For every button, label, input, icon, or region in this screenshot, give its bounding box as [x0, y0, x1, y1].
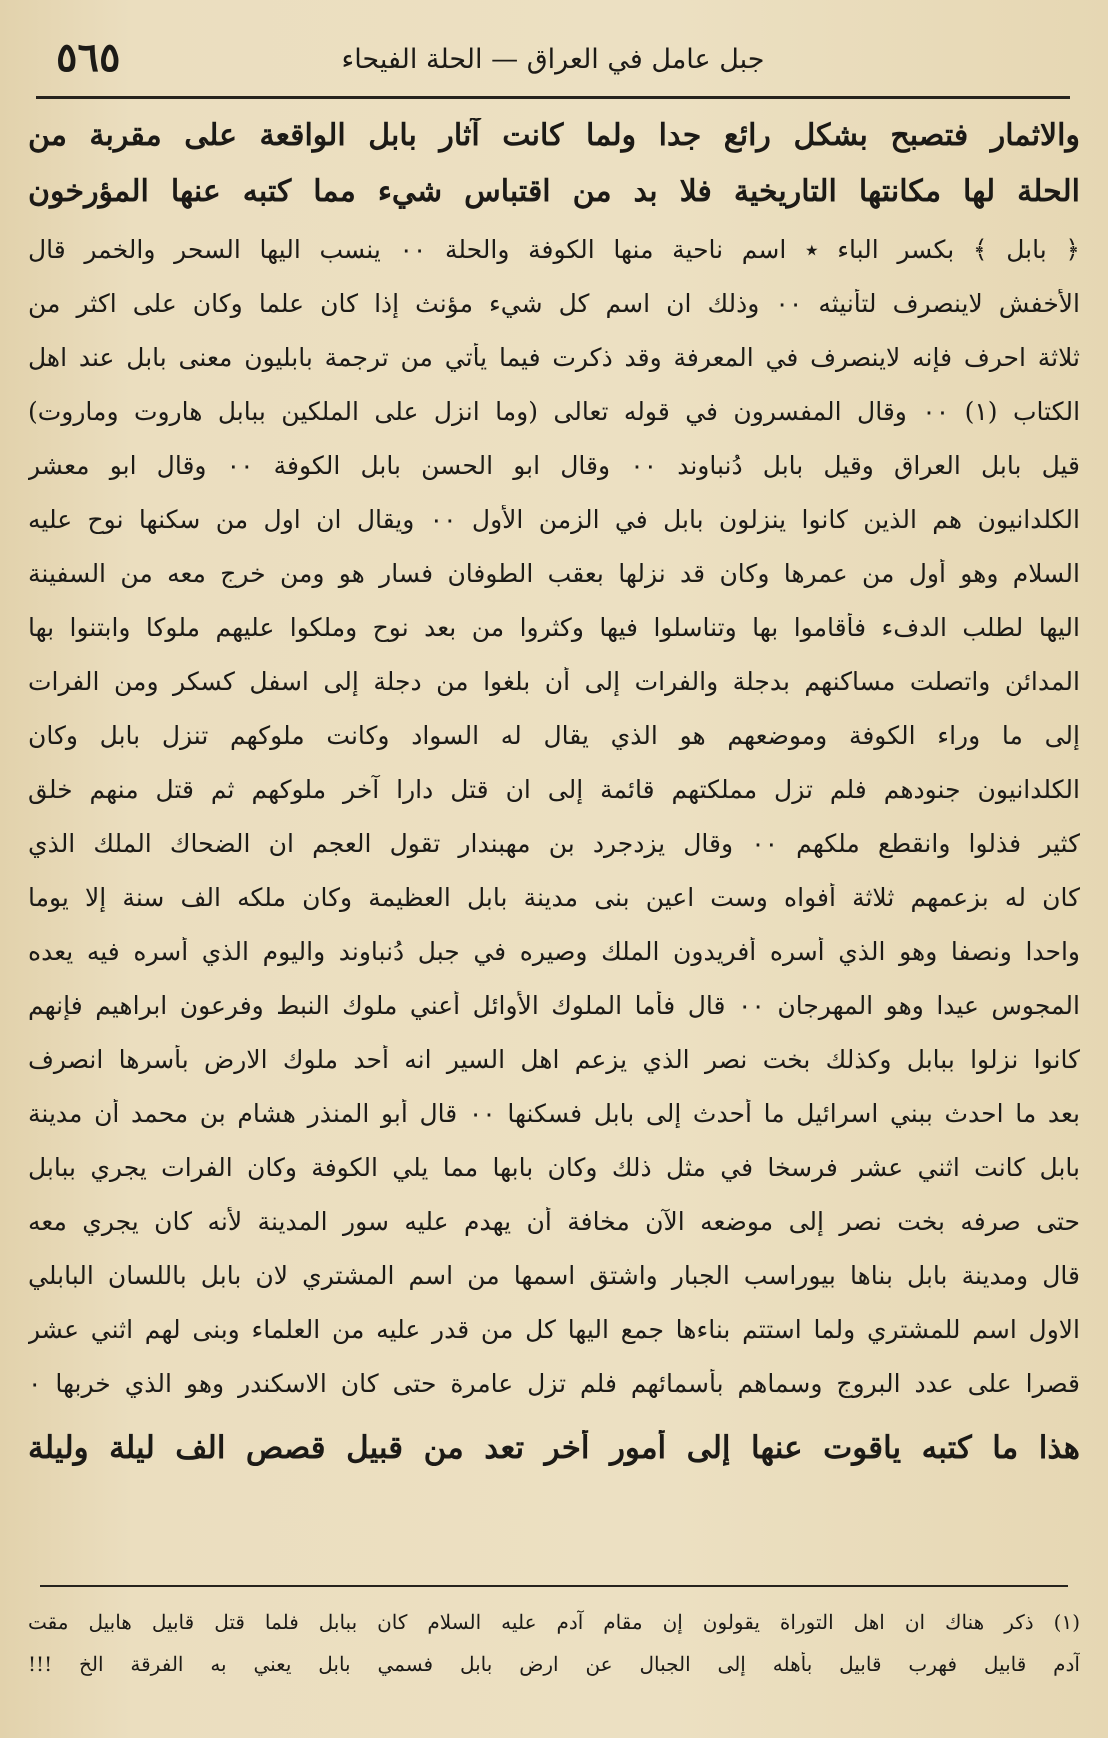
footnote-line: (١) ذكر هناك ان اهل التوراة يقولون إن مقام آدم عليه السلام كان ببابل فلما قتل قابيل هابيل مقت [28, 1610, 1080, 1634]
running-title: جبل عامل في العراق — الحلة الفيحاء [341, 44, 765, 75]
text-line: الكلدانيون جنودهم فلم تزل مملكتهم قائمة إلى ان قتل دارا آخر ملوكهم ثم قتل منهم خلق [28, 775, 1080, 804]
text-line: ﴿ بابل ﴾ بكسر الباء ٭ اسم ناحية منها الكوفة والحلة ٠٠ ينسب اليها السحر والخمر قال [28, 235, 1080, 264]
text-line: واحدا ونصفا وهو الذي أسره أفريدون الملك وصيره في جبل دُنباوند واليوم الذي أسره فيه يعده [28, 937, 1080, 966]
text-line: الاول اسم للمشتري ولما استتم بناءها جمع اليها كل من قدر عليه من العلماء وبنى لهم اثني عشر [28, 1315, 1080, 1344]
text-line: المجوس عيدا وهو المهرجان ٠٠ قال فأما الملوك الأوائل أعني ملوك النبط وفرعون ابراهيم فإنهم [28, 991, 1080, 1020]
text-line: ثلاثة احرف فإنه لاينصرف في المعرفة وقد ذكرت فيما يأتي من ترجمة بابليون معنى بابل عند اهل [28, 343, 1080, 372]
text-line: الكلدانيون هم الذين كانوا ينزلون بابل في الزمن الأول ٠٠ ويقال ان اول من سكنها نوح عليه [28, 505, 1080, 534]
intro-line: الحلة لها مكانتها التاريخية فلا بد من اقتباس شيء مما كتبه عنها المؤرخون [28, 174, 1080, 209]
text-line: بعد ما احدث ببني اسرائيل ما أحدث إلى بابل فسكنها ٠٠ قال أبو المنذر هشام بن محمد أن مدينة [28, 1099, 1080, 1128]
footnote-line: آدم قابيل فهرب قابيل بأهله إلى الجبال عن ارض بابل فسمي بابل يعني به الفرقة الخ !!! [28, 1652, 1080, 1676]
text-line: كانوا نزلوا ببابل وكذلك بخت نصر الذي يزعم اهل السير انه أحد ملوك الارض بأسرها انصرف [28, 1045, 1080, 1074]
text-line: إلى ما وراء الكوفة وموضعهم هو الذي يقال له السواد وكانت ملوكهم تنزل بابل وكان [28, 721, 1080, 750]
text-line: الأخفش لاينصرف لتأنيثه ٠٠ وذلك ان اسم كل شيء مؤنث إذا كان علما وكان على اكثر من [28, 289, 1080, 318]
intro-line: والاثمار فتصبح بشكل رائع جدا ولما كانت آثار بابل الواقعة على مقربة من [28, 118, 1080, 153]
text-line: كثير فذلوا وانقطع ملكهم ٠٠ وقال يزدجرد بن مهبندار تقول العجم ان الضحاك الملك الذي [28, 829, 1080, 858]
text-line: المدائن واتصلت مساكنهم بدجلة والفرات إلى أن بلغوا من دجلة إلى اسفل كسكر ومن الفرات [28, 667, 1080, 696]
closing-line: هذا ما كتبه ياقوت عنها إلى أمور أخر تعد من قبيل قصص الف ليلة وليلة [28, 1430, 1080, 1466]
text-line: قيل بابل العراق وقيل بابل دُنباوند ٠٠ وقال ابو الحسن بابل الكوفة ٠٠ وقال ابو معشر [28, 451, 1080, 480]
text-line: كان له بزعمهم ثلاثة أفواه وست اعين بنى مدينة بابل العظيمة وكان ملكه الف سنة إلا يوما [28, 883, 1080, 912]
footnote-divider [40, 1585, 1068, 1587]
text-line: الكتاب (١) ٠٠ وقال المفسرون في قوله تعالى (وما انزل على الملكين ببابل هاروت وماروت) [28, 397, 1080, 426]
page-header [36, 28, 1070, 99]
text-line: قصرا على عدد البروج وسماهم بأسمائهم فلم تزل عامرة حتى كان الاسكندر وهو الذي خربها ٠ [28, 1369, 1080, 1398]
text-line: اليها لطلب الدفء فأقاموا بها وتناسلوا فيها وكثروا من بعد نوح وملكوا عليهم ملوكا وابتنوا بها [28, 613, 1080, 642]
text-line: بابل كانت اثني عشر فرسخا في مثل ذلك وكان بابها مما يلي الكوفة وكان الفرات يجري ببابل [28, 1153, 1080, 1182]
page-number: ٥٦٥ [56, 34, 121, 81]
text-line: حتى صرفه بخت نصر إلى موضعه الآن مخافة أن يهدم عليه سور المدينة لأنه كان يجري معه [28, 1207, 1080, 1236]
text-line: قال ومدينة بابل بناها بيوراسب الجبار واشتق اسمها من اسم المشتري لان بابل باللسان البابلي [28, 1261, 1080, 1290]
text-line: السلام وهو أول من عمرها وكان قد نزلها بعقب الطوفان فسار هو ومن خرج معه من السفينة [28, 559, 1080, 588]
